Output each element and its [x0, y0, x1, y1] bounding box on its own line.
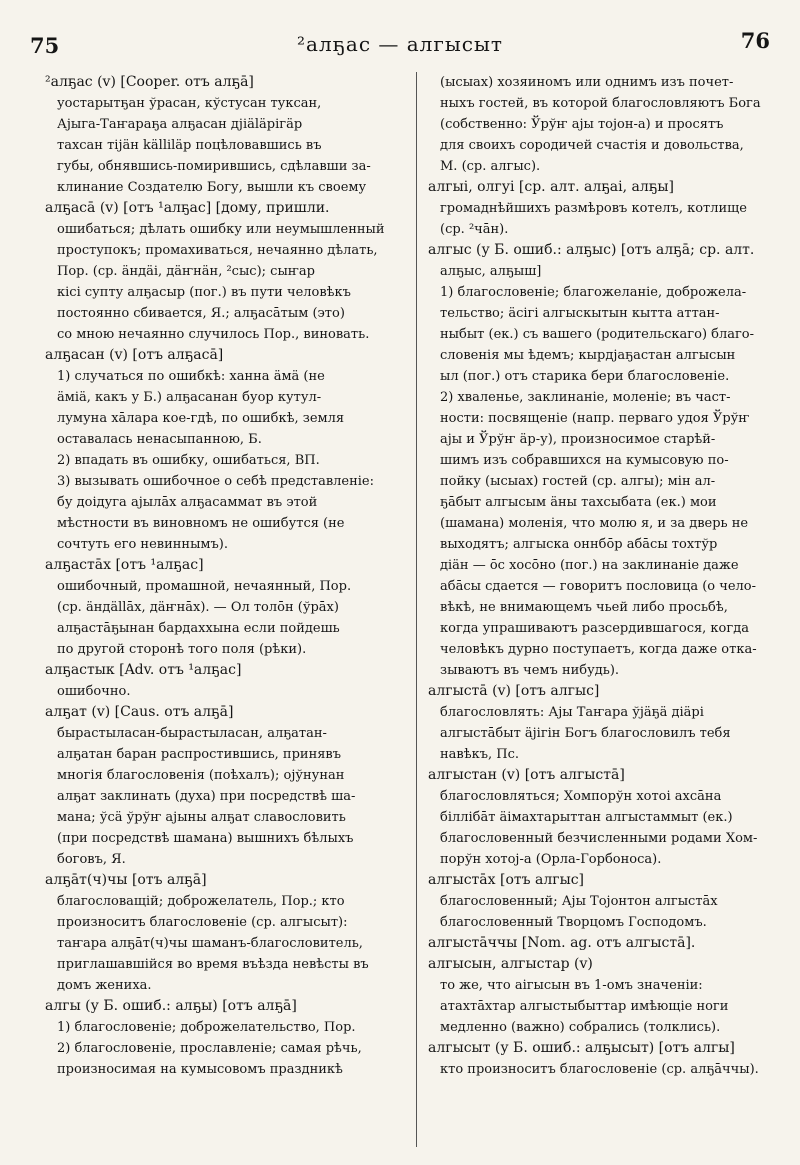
- entry-text-line: бiллiбāт äiмахтарыттан алгыстаммыт (ек.): [440, 810, 733, 825]
- entry-text-line: пойку (ысыах) гостей (ср. алгы); мiн ал-: [440, 474, 716, 489]
- entry-headword-line: алҕастāх [отъ ¹алҕас]: [45, 557, 204, 573]
- entry-text-line: 1) благословеніе; доброжелательство, Пор.: [57, 1020, 356, 1035]
- entry-text-line: лумуна хāлара кое-гдѣ, по ошибкѣ, земля: [57, 411, 345, 426]
- entry-text-line: алҕат заклинать (духа) при посредствѣ ша-: [57, 789, 356, 804]
- entry-text-line: дiäн — ōс хосōно (пог.) на заклинаніе даже: [440, 558, 739, 573]
- entry-headword-line: алгысын, алгыстар (v): [428, 956, 593, 972]
- entry-text-line: порўн хотоj-а (Орла-Горбоноса).: [440, 852, 662, 867]
- entry-text-line: выходятъ; алгыска оннбōр абāсы тохтўр: [440, 537, 718, 552]
- entry-headword-line: алҕастык [Adv. отъ ¹алҕас]: [45, 662, 242, 678]
- entry-text-line: сочтуть его невиннымъ).: [57, 537, 229, 552]
- entry-text-line: алҕатан баран распростившись, принявъ: [57, 747, 342, 762]
- entry-headword-line: алҕāт(ч)чы [отъ алҕā]: [45, 872, 207, 888]
- entry-text-line: бырастыласан-бырастыласан, алҕатан-: [57, 726, 327, 741]
- entry-text-line: 2) благословеніе, прославленіе; самая рѣчь,: [57, 1041, 362, 1056]
- entry-text-line: атахтāхтар алгыстыбыттар имѣющіе ноги: [440, 999, 729, 1014]
- entry-text-line: ыл (пог.) отъ старика бери благословеніе.: [440, 369, 730, 384]
- entry-text-line: алҕастāҕынан бардаххына если пойдешь: [57, 621, 340, 636]
- entry-text-line: благословенный Творцомъ Господомъ.: [440, 915, 707, 930]
- entry-text-line: ошибаться; дѣлать ошибку или неумышленный: [57, 222, 385, 237]
- entry-headword-line: алҕасан (v) [отъ алҕасā]: [45, 347, 224, 363]
- entry-text-line: громаднѣйшихъ размѣровъ котелъ, котлище: [440, 201, 747, 216]
- entry-text-line: постоянно сбивается, Я.; алҕасāтым (это): [57, 306, 345, 321]
- entry-text-line: алгыстāбыт äjiгiн Богъ благословилъ тебя: [440, 726, 731, 741]
- entry-text-line: шимъ изъ собравшихся на кумысовую по-: [440, 453, 729, 468]
- entry-text-line: благословлять: Аjы Таҥара ўjäҕä дiäрi: [440, 705, 704, 720]
- entry-text-line: М. (ср. алгыс).: [440, 159, 541, 174]
- entry-text-line: (ср. äндällāх, дäҥнāх). — Ол толōн (ўрāх): [57, 600, 339, 615]
- entry-text-line: домъ жениха.: [57, 978, 152, 993]
- right-column: [428, 72, 800, 1080]
- entry-headword-line: алгыстан (v) [отъ алгыстā]: [428, 767, 625, 783]
- entry-headword-line: алгыстāччы [Nom. ag. отъ алгыстā].: [428, 935, 696, 951]
- entry-text-line: 3) вызывать ошибочное о себѣ представленіе:: [57, 474, 374, 489]
- entry-text-line: оставалась ненасыпанною, Б.: [57, 432, 262, 447]
- entry-text-line: благословенный безчисленными родами Хом-: [440, 831, 758, 846]
- entry-text-line: (шамана) моленія, что молю я, и за дверь не: [440, 516, 749, 531]
- entry-text-line: навѣкъ, Пс.: [440, 747, 519, 762]
- entry-text-line: абāсы сдается — говоритъ пословица (о чело-: [440, 579, 756, 594]
- entry-text-line: ныбыт (ек.) съ вашего (родительскаго) благо-: [440, 327, 755, 342]
- entry-headword-line: алгысыт (у Б. ошиб.: алҕысыт) [отъ алгы]: [428, 1040, 735, 1056]
- entry-text-line: ныхъ гостей, въ которой благословляютъ Бога: [440, 96, 761, 111]
- entry-text-line: когда упрашиваютъ разсердившагося, когда: [440, 621, 749, 636]
- entry-text-line: со мною нечаянно случилось Пор., виновать.: [57, 327, 370, 342]
- entry-text-line: произносимая на кумысовомъ праздникѣ: [57, 1062, 343, 1077]
- entry-text-line: по другой сторонѣ того поля (рѣки).: [57, 642, 307, 657]
- right-page-number: 76: [740, 28, 770, 53]
- entry-headword-line: ²алҕас (v) [Cooper. отъ алҕā]: [45, 74, 254, 90]
- entry-text-line: человѣкъ дурно поступаетъ, когда даже отка-: [440, 642, 757, 657]
- entry-text-line: благословащій; доброжелатель, Пор.; кто: [57, 894, 345, 909]
- entry-text-line: кто произноситъ благословеніе (ср. алҕāччы).: [440, 1062, 759, 1077]
- entry-text-line: клинание Создателю Богу, вышли къ своему: [57, 180, 367, 195]
- entry-text-line: мана; ўсä ўрўҥ аjыны алҕат славословить: [57, 810, 346, 825]
- entry-text-line: боговъ, Я.: [57, 852, 126, 867]
- entry-headword-line: алҕасā (v) [отъ ¹алҕас] [дому, пришли.: [45, 200, 330, 216]
- entry-headword-line: алгыi, олгуi [ср. алт. алҕаi, алҕы]: [428, 179, 674, 195]
- entry-headword-line: алҕат (v) [Caus. отъ алҕā]: [45, 704, 234, 720]
- entry-text-line: ошибочно.: [57, 684, 131, 699]
- entry-text-line: бу доiдуга аjылāх алҕасаммат въ этой: [57, 495, 318, 510]
- entry-text-line: таҥара алҕāт(ч)чы шаманъ-благословитель,: [57, 936, 363, 951]
- entry-text-line: словенія мы ѣдемъ; кырдjаҕастан алгысын: [440, 348, 736, 363]
- entry-text-line: кiсi супту алҕасыр (пог.) въ пути человѣкъ: [57, 285, 351, 300]
- entry-text-line: тельство; äсiгi алгыскытын кытта аттан-: [440, 306, 720, 321]
- entry-text-line: уостарытҕан ўрасан, кўстусан туксан,: [57, 96, 322, 111]
- entry-headword-line: алгыстā (v) [отъ алгыс]: [428, 683, 600, 699]
- entry-text-line: äмiä, какъ у Б.) алҕасанан буор кутул-: [57, 390, 322, 405]
- entry-text-line: тахсан тijäн källiläр поцѣловавшись въ: [57, 138, 322, 153]
- entry-text-line: 1) случаться по ошибкѣ: ханна äмä (не: [57, 369, 325, 384]
- entry-text-line: многія благословенія (поѣхалъ); оjўнунан: [57, 768, 345, 783]
- entry-text-line: вѣкѣ, не внимающемъ чьей либо просьбѣ,: [440, 600, 728, 615]
- running-head: ²алҕас — алгысыт: [297, 32, 503, 56]
- entry-text-line: для своихъ сородичей счастія и довольства,: [440, 138, 744, 153]
- entry-text-line: 1) благословеніе; благожеланіе, доброжела-: [440, 285, 747, 300]
- entry-text-line: Пор. (ср. äндäi, дäҥнäн, ²сыс); сыҥар: [57, 264, 315, 279]
- entry-text-line: проступокъ; промахиваться, нечаянно дѣлать,: [57, 243, 378, 258]
- entry-text-line: алҕыс, алҕыш]: [440, 264, 542, 279]
- entry-text-line: (при посредствѣ шамана) вышнихъ бѣлыхъ: [57, 831, 354, 846]
- left-page-number: 75: [30, 33, 60, 58]
- entry-text-line: произноситъ благословеніе (ср. алгысыт):: [57, 915, 348, 930]
- entry-text-line: 2) впадать въ ошибку, ошибаться, ВП.: [57, 453, 320, 468]
- column-divider: [416, 72, 417, 1147]
- entry-text-line: (собственно: Ўрўҥ аjы тоjон-а) и просятъ: [440, 117, 724, 132]
- entry-text-line: мѣстности въ виновномъ не ошибутся (не: [57, 516, 345, 531]
- entry-text-line: приглашавшійся во время въѣзда невѣсты въ: [57, 957, 369, 972]
- entry-text-line: благословенный; Аjы Тоjонтон алгыстāх: [440, 894, 718, 909]
- entry-text-line: (ысыах) хозяиномъ или однимъ изъ почет-: [440, 75, 734, 90]
- entry-text-line: 2) хваленье, заклинаніе, моленіе; въ част-: [440, 390, 731, 405]
- entry-text-line: ошибочный, промашной, нечаянный, Пор.: [57, 579, 352, 594]
- entry-text-line: губы, обнявшись-помирившись, сдѣлавши за-: [57, 159, 371, 174]
- entry-text-line: аjы и Ўрўҥ äр-у), произносимое старѣй-: [440, 432, 716, 447]
- entry-text-line: то же, что аiгысын въ 1-омъ значеніи:: [440, 978, 703, 993]
- entry-text-line: Аjыга-Таҥараҕа алҕасан дjiäläрiгäр: [57, 117, 303, 132]
- entry-text-line: ҕāбыт алгысым äны тахсыбата (ек.) мои: [440, 495, 717, 510]
- entry-text-line: благословляться; Хомпорўн хотоi ахсāна: [440, 789, 722, 804]
- entry-headword-line: алгыстāх [отъ алгыс]: [428, 872, 585, 888]
- entry-text-line: ности: посвященіе (напр. перваго удоя Ўрўҥ: [440, 411, 750, 426]
- entry-text-line: медленно (важно) собрались (толклись).: [440, 1020, 721, 1035]
- entry-headword-line: алгыс (у Б. ошиб.: алҕыс) [отъ алҕā; ср. алт.: [428, 242, 755, 258]
- entry-text-line: (ср. ²чāн).: [440, 222, 509, 237]
- entry-text-line: зываютъ въ чемъ нибудь).: [440, 663, 620, 678]
- entry-headword-line: алгы (у Б. ошиб.: алҕы) [отъ алҕā]: [45, 998, 297, 1014]
- left-column: [45, 72, 417, 1080]
